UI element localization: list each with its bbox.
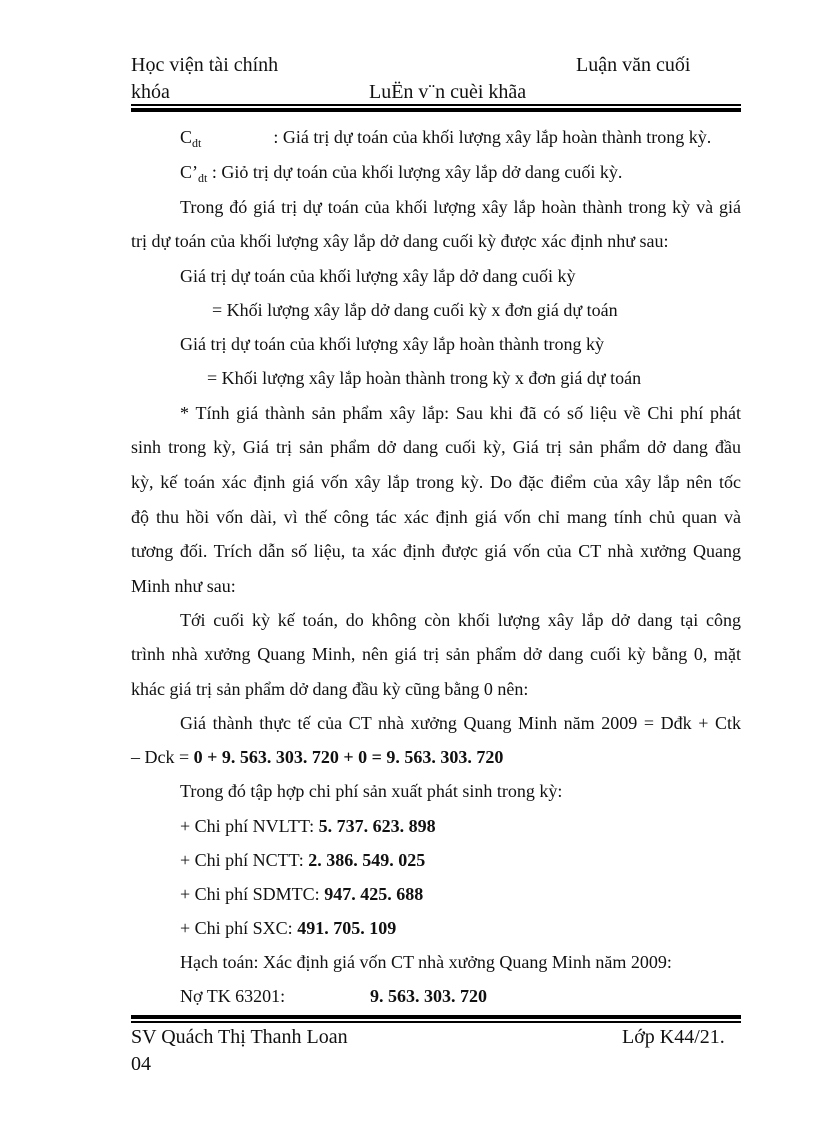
definition-cdt: : Giá trị dự toán của khối lượng xây lắp hoàn thành trong kỳ. [273, 127, 712, 147]
journal-entry-value: 9. 563. 303. 720 [370, 986, 487, 1006]
paragraph-line: tương đối. Trích dẫn số liệu, ta xác định được giá vốn của CT nhà xưởng Quang [131, 541, 741, 561]
header-garbled-title: LuËn v¨n cuèi khãa [369, 81, 527, 103]
header-continuation: khóa [131, 81, 170, 103]
cost-item [180, 815, 790, 837]
journal-entry-label: Nợ TK 63201: [180, 986, 286, 1006]
text-line-cprime-dt [180, 161, 790, 189]
paragraph-line: khác giá trị sản phẩm dở dang đầu kỳ cũng bằng 0 nên: [131, 679, 529, 699]
text-line-cdt [180, 126, 790, 154]
cost-item-value: 947. 425. 688 [324, 884, 424, 904]
footer-class: Lớp K44/21. [622, 1026, 725, 1048]
paragraph-line: trình nhà xưởng Quang Minh, nên giá trị sản phẩm dở dang cuối kỳ bằng 0, mặt [131, 644, 741, 664]
header-doc-type: Luận văn cuối [576, 54, 691, 76]
header-rule-thin [131, 104, 741, 106]
cost-equation [131, 746, 741, 768]
cost-item-label: + Chi phí NVLTT: [180, 816, 319, 836]
cost-item [180, 883, 790, 905]
symbol-cdt-subscript: dt [192, 136, 202, 150]
cost-item-label: + Chi phí NCTT: [180, 850, 309, 870]
journal-entry [180, 985, 790, 1007]
paragraph-line: Trong đó giá trị dự toán của khối lượng xây lắp hoàn thành trong kỳ và giá [180, 197, 741, 217]
footer-rule-thick [131, 1015, 741, 1019]
cost-item-value: 491. 705. 109 [297, 918, 397, 938]
formula-heading-completed: Giá trị dự toán của khối lượng xây lắp hoàn thành trong kỳ [180, 334, 604, 354]
cost-item [180, 849, 790, 871]
symbol-cdt: C [180, 127, 193, 147]
paragraph-line: Giá thành thực tế của CT nhà xưởng Quang Minh năm 2009 = Dđk + Ctk [180, 713, 741, 733]
cost-item [180, 917, 790, 939]
cost-item-value: 5. 737. 623. 898 [318, 816, 436, 836]
paragraph-line: * Tính giá thành sản phẩm xây lắp: Sau khi đã có số liệu về Chi phí phát [180, 403, 741, 423]
paragraph-line: sinh trong kỳ, Giá trị sản phẩm dở dang cuối kỳ, Giá trị sản phẩm dở dang đầu [131, 437, 741, 457]
definition-cprime-dt: : Giỏ trị dự toán của khối lượng xây lắp dở dang cuối kỳ. [211, 162, 623, 182]
paragraph-line: độ thu hồi vốn dài, vì thế công tác xác định giá vốn chỉ mang tính chủ quan và [131, 507, 741, 527]
footer-student-name: SV Quách Thị Thanh Loan [131, 1026, 348, 1048]
cost-equation-values: 0 + 9. 563. 303. 720 + 0 = 9. 563. 303. 720 [193, 747, 504, 767]
symbol-cprime-dt-subscript: dt [198, 171, 208, 185]
cost-item-label: + Chi phí SXC: [180, 918, 298, 938]
paragraph-line: kỳ, kế toán xác định giá vốn xây lắp trong kỳ. Do đặc điểm của xây lắp nên tốc [131, 472, 741, 492]
formula-wip: = Khối lượng xây lắp dở dang cuối kỳ x đơn giá dự toán [212, 300, 618, 320]
header-rule-thick [131, 108, 741, 112]
footer-class-continuation: 04 [131, 1053, 151, 1075]
formula-heading-wip: Giá trị dự toán của khối lượng xây lắp dở dang cuối kỳ [180, 266, 576, 286]
symbol-cprime-dt: C’ [180, 162, 198, 182]
paragraph-line: Minh như sau: [131, 576, 236, 596]
paragraph-line: Trong đó tập hợp chi phí sản xuất phát sinh trong kỳ: [180, 781, 563, 801]
formula-completed: = Khối lượng xây lắp hoàn thành trong kỳ x đơn giá dự toán [207, 368, 642, 388]
paragraph-line: trị dự toán của khối lượng xây lắp dở dang cuối kỳ được xác định như sau: [131, 231, 669, 251]
cost-item-value: 2. 386. 549. 025 [308, 850, 426, 870]
paragraph-line: Hạch toán: Xác định giá vốn CT nhà xưởng Quang Minh năm 2009: [180, 952, 672, 972]
paragraph-line: Tới cuối kỳ kế toán, do không còn khối lượng xây lắp dở dang tại công [180, 610, 741, 630]
footer-rule-thin [131, 1021, 741, 1023]
cost-item-label: + Chi phí SDMTC: [180, 884, 325, 904]
cost-equation-prefix: – Dck = [131, 747, 194, 767]
header-institution: Học viện tài chính [131, 54, 279, 76]
